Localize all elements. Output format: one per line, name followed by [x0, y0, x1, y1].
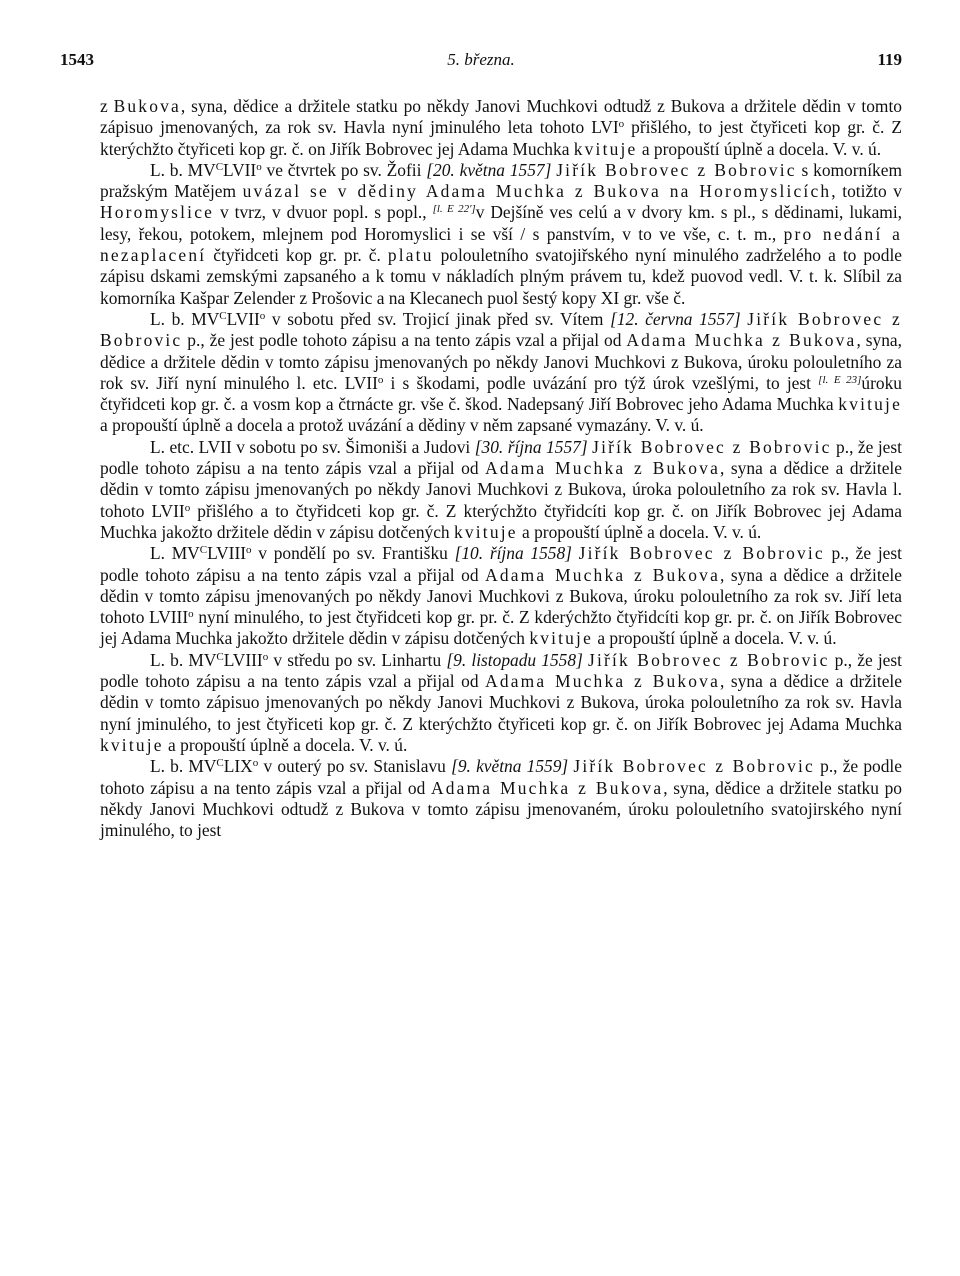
entry-paragraph: [100, 96, 902, 160]
text-run: v sobotu před sv. Trojicí jinak před sv. Vítem: [265, 308, 611, 329]
text-run: LVII: [226, 308, 260, 329]
superscript: o: [618, 118, 625, 131]
spaced-text: Jiřík Bobrovec z Bobrovic: [578, 543, 825, 564]
spaced-text: Bukova: [113, 96, 181, 116]
text-run: p., že podle tohoto zápisu a na tento zápis vzal a přijal od: [100, 756, 902, 798]
text-run: nyní minulého, to jest čtyřidceti kop gr. pr. č. Z kderýchžto čtyřidcíti kop gr. pr. č. on Jiřík Bobrovec jej Adama Muchka jakožto držitele dědin v zápisu dotčených: [100, 607, 902, 649]
date-annotation: [10. října 1558]: [454, 543, 572, 564]
text-run: v pondělí po sv. Františku: [251, 543, 455, 564]
spaced-text: Adama Muchka z Bukova: [626, 330, 857, 351]
spaced-text: platu: [387, 245, 434, 266]
spaced-text: uvázal se v dědiny Adama Muchka z Bukova na Horomyslicích: [242, 181, 832, 202]
spaced-text: kvituje: [100, 734, 164, 755]
page-number: 119: [877, 50, 902, 69]
spaced-text: Adama Muchka z Bukova: [485, 671, 720, 692]
body-text: [100, 96, 902, 841]
text-run: a propouští úplně a docela a protož uvázání a dědiny v něm zapsané vymazány. V. v. ú.: [100, 415, 704, 436]
text-run: LVIII: [207, 543, 247, 564]
folio-marker: [l. E 23]: [818, 373, 862, 386]
text-run: , syna, dědice a držitele dědin v tomto zápisu jmenovaných po někdy Janovi Muchkovi z Bukova, úroku polouletního za rok sv. Jiří nyní minulého l. etc. LVII: [100, 330, 902, 393]
spaced-text: Adama Muchka z Bukova: [431, 777, 664, 798]
superscript: o: [246, 544, 252, 557]
text-run: p., že jest podle tohoto zápisu a na tento zápis vzal a přijal od: [100, 649, 902, 692]
text-run: v Dejšíně ves celú a v dvory km. s pl., s dědinami, lukami, lesy, řekou, potokem, mlejnem pod Horomyslici i se vší / s panstvím, v to ve vše, c. t. m.,: [100, 202, 902, 244]
text-run: L. b. MV: [150, 159, 216, 180]
text-run: s komorníkem pražským Matějem: [100, 159, 902, 202]
entry-paragraph: [100, 543, 902, 649]
folio-marker: [l. E 22']: [432, 203, 476, 216]
spaced-text: kvituje: [573, 138, 638, 159]
text-run: čtyřidceti kop gr. pr. č.: [206, 245, 388, 266]
spaced-text: Jiřík Bobrovec z Bobrovic: [100, 308, 902, 351]
spaced-text: pro nedání a nezaplacení: [100, 223, 902, 266]
superscript: o: [259, 309, 266, 322]
spaced-text: Jiřík Bobrovec z Bobrovic: [573, 756, 815, 777]
date-annotation: [12. června 1557]: [610, 308, 741, 329]
spaced-text: kvituje: [838, 394, 902, 415]
spaced-text: Horomyslice: [100, 202, 215, 223]
superscript: o: [252, 757, 259, 770]
superscript: o: [262, 650, 269, 663]
superscript: o: [256, 160, 262, 173]
date-annotation: [9. listopadu 1558]: [446, 649, 583, 670]
superscript: C: [215, 160, 224, 173]
text-run: ve čtvrtek po sv. Žofii: [261, 159, 427, 180]
text-run: LVIII: [223, 649, 263, 670]
text-run: úroku čtyřidceti kop gr. č. a vosm kop a čtrnácte gr. vše č. škod. Nadepsaný Jiří Bobrovec jeho Adama Muchka: [100, 372, 902, 415]
entry-paragraph: [100, 437, 902, 543]
spaced-text: Adama Muchka z Bukova: [485, 458, 720, 479]
text-run: L. MV: [150, 543, 200, 564]
entry-paragraph: [100, 650, 902, 756]
text-run: v outerý po sv. Stanislavu: [258, 756, 452, 777]
text-run: L. b. MV: [150, 756, 217, 777]
text-run: L. b. MV: [150, 649, 217, 670]
entry-paragraph: [100, 756, 902, 841]
header-date: 5. března.: [447, 50, 515, 69]
superscript: o: [188, 608, 194, 621]
spaced-text: kvituje: [453, 521, 518, 542]
spaced-text: Jiřík Bobrovec z Bobrovic: [588, 649, 830, 670]
date-annotation: [30. října 1557]: [474, 436, 588, 457]
text-run: p., že jest podle tohoto zápisu a na tento zápis vzal a přijal od: [182, 330, 627, 351]
spaced-text: kvituje: [529, 628, 594, 649]
spaced-text: Adama Muchka z Bukova: [485, 564, 720, 585]
superscript: C: [199, 544, 208, 557]
text-run: p., že jest podle tohoto zápisu a na tento zápis vzal a přijal od: [100, 436, 902, 479]
entry-paragraph: [100, 160, 902, 309]
text-run: , syna a dědice a držitele dědin v tomto zápisu jmenovaných po někdy Janovi Muchkovi z Bukova, úroku polouletního za rok sv. Jiří leta tohoto LVIII: [100, 564, 902, 628]
text-run: , syna a dědice a držitele dědin v tomto zápisuo jmenovaných po někdy Janovi Muchkovi z Bukova, úroka polouletního za rok sv. Havla nyní jminulého, to jest čtyřiceti kop gr. č. Z kterýchžto čtyřiceti kop gr. č. on Jiřík Bobrovec jej Adama Muchka: [100, 671, 902, 734]
text-run: LIX: [223, 756, 253, 777]
text-run: , syna a dědice a držitele dědin v tomto zápisu jmenovaných po někdy Janovi Muchkovi z Bukova, úroka polouletního za rok sv. Havla l. tohoto LVII: [100, 458, 902, 521]
text-run: a propouští úplně a docela. V. v. ú.: [593, 628, 837, 649]
text-run: , syna, dědice a držitele statku po někdy Janovi Muchkovi odtudž z Bukova a držitele dědin v tomto zápisuo jmenovaných, za rok sv. Havla nyní jminulého leta tohoto LVI: [100, 96, 902, 138]
spaced-text: Jiřík Bobrovec z Bobrovic: [556, 159, 797, 180]
header-year: 1543: [60, 50, 94, 69]
superscript: C: [216, 757, 224, 770]
text-run: a propouští úplně a docela. V. v. ú.: [163, 734, 408, 755]
text-run: L. b. MV: [150, 308, 220, 329]
text-run: v tvrz, v dvuor popl. s popl.,: [214, 202, 433, 223]
date-annotation: [9. května 1559]: [451, 756, 569, 777]
text-run: a propouští úplně a docela. V. v. ú.: [517, 521, 762, 542]
superscript: o: [377, 373, 384, 386]
text-run: polouletního svatojiřského nyní minulého zadrželého a to podle zápisu dskami zemskými zapsaného a k tomu v nákladích plným právem tu, kdež puovod vedl. V. t. k. Slíbil za komorníka Kašpar Zelender z Prošovic a na Klecanech puol šestý kopy XI gr. vše č.: [100, 245, 902, 308]
text-run: v středu po sv. Linhartu: [268, 649, 447, 670]
spaced-text: Jiřík Bobrovec z Bobrovic: [592, 436, 832, 457]
superscript: C: [216, 650, 224, 663]
text-run: , syna, dědice a držitele statku po někdy Janovi Muchkovi odtudž z Bukova v tomto zápisu jmenovaném, úroku polouletního svatojirského nyní jminulého, to jest: [100, 777, 902, 841]
text-run: a propouští úplně a docela. V. v. ú.: [637, 138, 882, 159]
text-run: přišlého a to čtyřidceti kop gr. č. Z kterýchžto čtyřidcíti kop gr. č. on Jiřík Bobrovec jej Adama Muchka jakožto držitele dědin v zápisu dotčených: [100, 500, 902, 542]
superscript: C: [219, 309, 227, 322]
superscript: o: [184, 501, 191, 514]
running-head: [60, 48, 902, 72]
entry-paragraph: [100, 309, 902, 437]
text-run: i s škodami, podle uvázání pro týž úrok vzešlými, to jest: [383, 372, 819, 393]
text-run: L. etc. LVII v sobotu po sv. Šimoniši a Judovi: [150, 436, 475, 457]
text-run: [572, 543, 579, 563]
text-run: p., že jest podle tohoto zápisu a na tento zápis vzal a přijal od: [100, 543, 903, 585]
date-annotation: [20. května 1557]: [426, 159, 552, 180]
text-run: z: [100, 96, 114, 116]
text-run: , totižto v: [831, 181, 902, 202]
text-run: LVII: [223, 159, 257, 180]
text-run: přišlého, to jest čtyřiceti kop gr. č. Z kterýchžto čtyřiceti kop gr. č. on Jiřík Bobrovec jej Adama Muchka: [100, 117, 902, 159]
